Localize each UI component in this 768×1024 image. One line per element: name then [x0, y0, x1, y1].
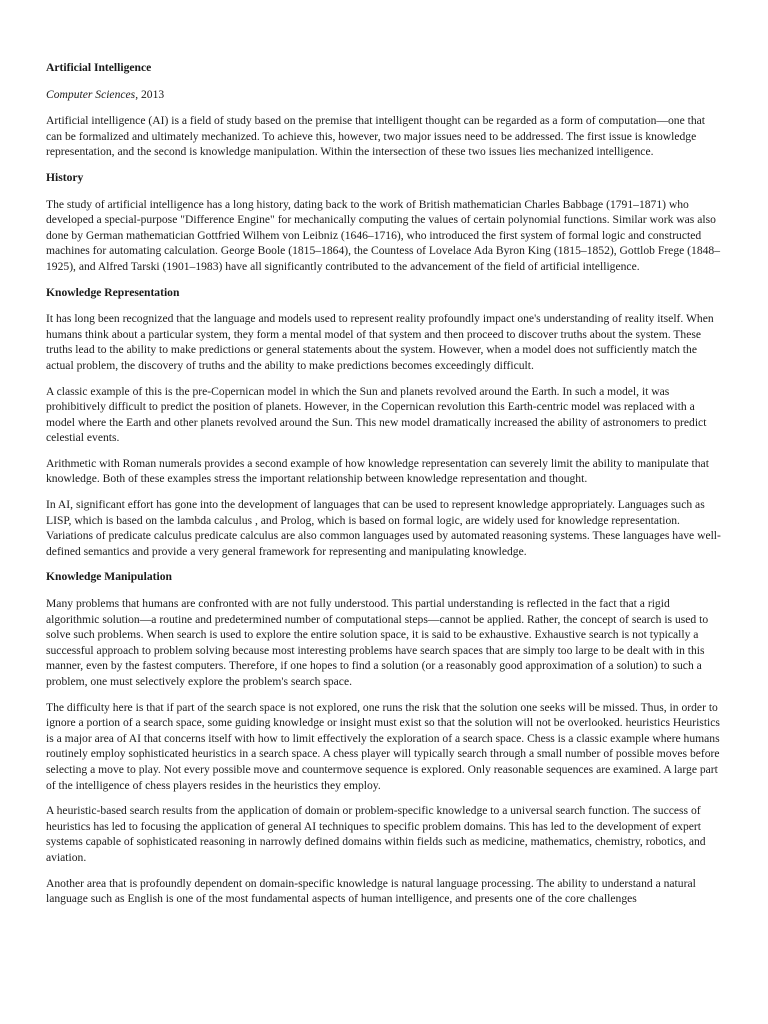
- intro-paragraph: Artificial intelligence (AI) is a field of study based on the premise that intelligent thought can be regarded as a form of computation—one that can be formalized and ultimately mechanized. To achieve this, however, two major issues need to be addressed. The first issue is knowledge representation, and the second is knowledge manipulation. Within the intersection of these two issues lies mechanized intelligence.: [46, 114, 706, 159]
- history-paragraph-1: The study of artificial intelligence has a long history, dating back to the work of British mathematician Charles Babbage (1791–1871) who developed a special-purpose "Difference Engine" for mechanically computing the values of certain polynomial functions. Similar work was also done by German mathematician Gottfried Wilhem von Leibniz (1646–1716), who introduced the first system of formal logic and constructed machines for automating calculation. George Boole (1815–1864), the Countess of Lovelace Ada Byron King (1815–1852), Gottlob Frege (1848–1925), and Alfred Tarski (1901–1983) have all significantly contributed to the advancement of the field of artificial intelligence.: [46, 197, 721, 273]
- knowledge-representation-paragraph-3: Arithmetic with Roman numerals provides a second example of how knowledge representation can severely limit the ability to manipulate that knowledge. Both of these examples stress the important relationship between knowledge representation and thought.: [46, 456, 709, 486]
- knowledge-manipulation-paragraph-2: The difficulty here is that if part of the search space is not explored, one runs the risk that the solution one seeks will be missed. Thus, in order to ignore a portion of a search space, some guiding knowledge or insight must exist so that the solution will not be overlooked. heuristics Heuristics is a major area of AI that concerns itself with how to limit effectively the exploration of a search space. Chess is a classic example where humans routinely employ sophisticated heuristics in a search space. A chess player will typically search through a small number of possible moves before selecting a move to play. Not every possible move and countermove sequence is explored. Only reasonable sequences are examined. A large part of the intelligence of chess players resides in the heuristics they employ.: [46, 700, 720, 792]
- source-publication: Computer Sciences: [46, 87, 136, 101]
- knowledge-manipulation-paragraph-1: Many problems that humans are confronted with are not fully understood. This partial understanding is reflected in the fact that a rigid algorithmic solution—a routine and predetermined number of computational steps—cannot be applied. Rather, the concept of search is used to solve such problems. When search is used to explore the entire solution space, it is said to be exhaustive. Exhaustive search is not typically a successful approach to problem solving because most interesting problems have search spaces that are simply too large to be dealt with in this manner, even by the fastest computers. Therefore, if one hopes to find a solution (or a reasonably good approximation of a solution) to such a problem, one must selectively explore the problem's search space.: [46, 597, 709, 688]
- document-source: [46, 87, 722, 103]
- history-heading: History: [46, 170, 84, 184]
- knowledge-manipulation-paragraph-3: A heuristic-based search results from the application of domain or problem-specific knowledge to a universal search function. The success of heuristics has led to focusing the application of general AI techniques to specific problem domains. This has led to the development of expert systems capable of sophisticated reasoning in narrowly defined domains within fields such as medicine, mathematics, chemistry, robotics, and aviation.: [46, 804, 706, 864]
- knowledge-manipulation-heading: Knowledge Manipulation: [46, 570, 172, 584]
- knowledge-representation-paragraph-4: In AI, significant effort has gone into the development of languages that can be used to represent knowledge appropriately. Languages such as LISP, which is based on the lambda calculus , and Prolog, which is based on formal logic, are widely used for knowledge representation. Variations of predicate calculus predicate calculus are also common languages used by automated reasoning systems. These languages have well-defined semantics and provide a very general framework for representing and manipulating knowledge.: [46, 498, 721, 558]
- document-title: Artificial Intelligence: [46, 61, 152, 74]
- source-year: , 2013: [135, 87, 165, 101]
- knowledge-representation-paragraph-1: It has long been recognized that the language and models used to represent reality profoundly impact one's understanding of reality itself. When humans think about a particular system, they form a mental model of that system and then proceed to discover truths about the system. These truths lead to the ability to make predictions or general statements about the system. However, when a model does not sufficiently match the actual problem, the discovery of truths and the ability to make predictions becomes exceedingly difficult.: [46, 312, 714, 372]
- document-page: [46, 60, 722, 917]
- knowledge-manipulation-paragraph-4: Another area that is profoundly dependent on domain-specific knowledge is natural language processing. The ability to understand a natural language such as English is one of the most fundamental aspects of human intelligence, and presents one of the core challenges: [46, 876, 696, 906]
- knowledge-representation-paragraph-2: A classic example of this is the pre-Copernican model in which the Sun and planets revolved around the Earth. In such a model, it was prohibitively difficult to predict the position of planets. However, in the Copernican revolution this Earth-centric model was replaced with a model where the Earth and other planets revolved around the Sun. This new model dramatically increased the ability of astronomers to predict celestial events.: [46, 384, 707, 445]
- knowledge-representation-heading: Knowledge Representation: [46, 285, 180, 299]
